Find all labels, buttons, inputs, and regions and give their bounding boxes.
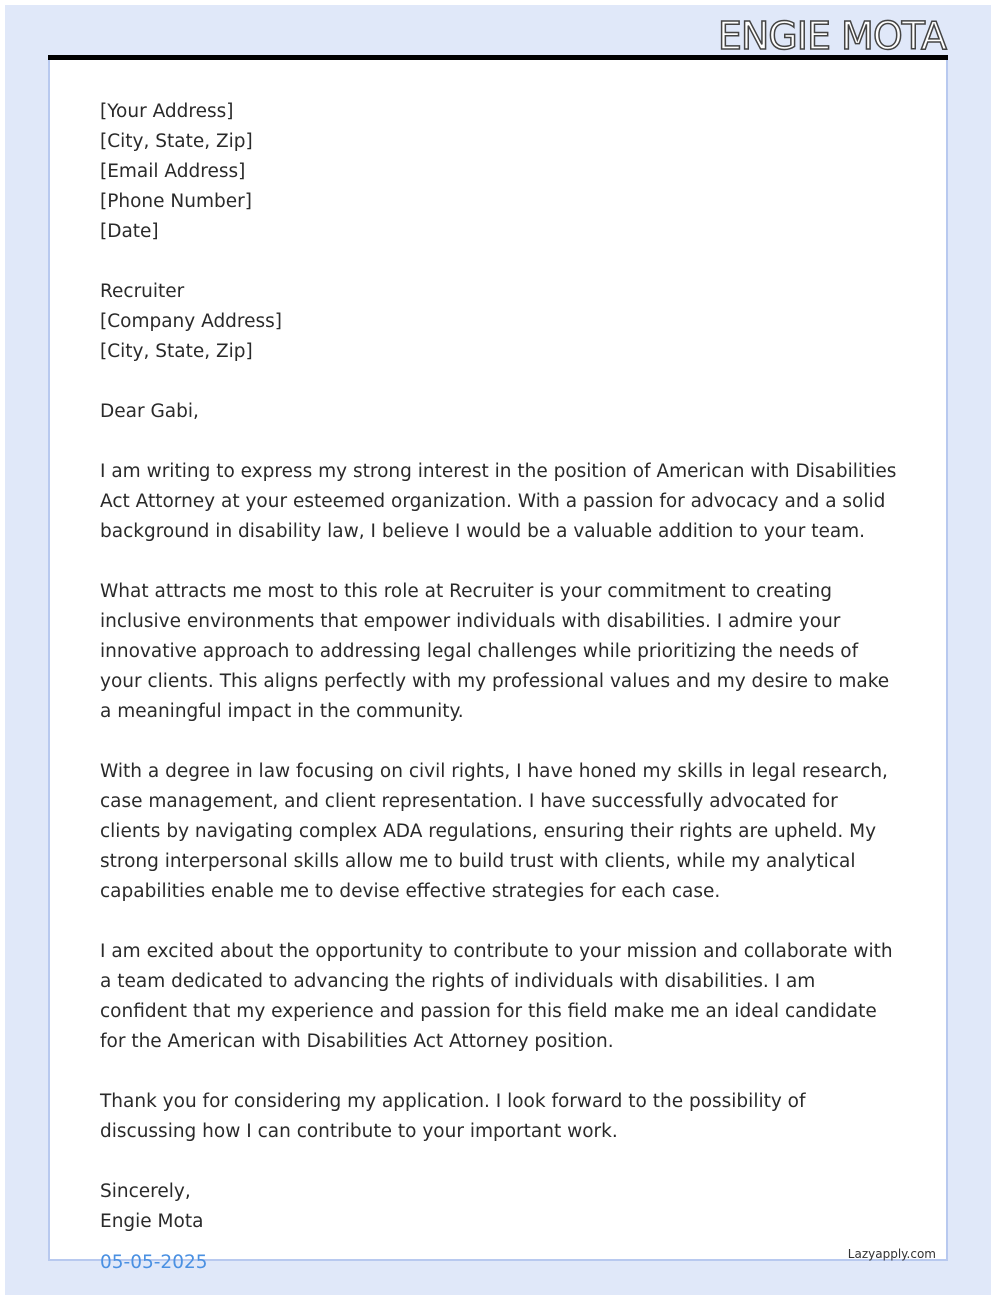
- sender-address: [Your Address]: [100, 101, 234, 122]
- body-paragraph: Thank you for considering my application. I look forward to the possibility of discussing how I can contribute to your important work.: [100, 1091, 806, 1142]
- recipient-name: Recruiter: [100, 281, 185, 302]
- recipient-company-address: [Company Address]: [100, 311, 283, 332]
- sender-phone: [Phone Number]: [100, 191, 252, 212]
- body-paragraph: What attracts me most to this role at Recruiter is your commitment to creating inclusive environments that empower individuals with disabilities. I admire your innovative approach to addressing legal challenges while prioritizing the needs of your clients. This aligns perfectly with my professional values and my desire to make a meaningful impact in the community.: [100, 581, 890, 722]
- body-paragraph: With a degree in law focusing on civil rights, I have honed my skills in legal research, case management, and client representation. I have successfully advocated for clients by navigating complex ADA regulations, ensuring their rights are upheld. My strong interpersonal skills allow me to build trust with clients, while my analytical capabilities enable me to devise effective strategies for each case.: [100, 761, 888, 902]
- author-name-heading: ENGIE MOTA: [717, 14, 946, 58]
- recipient-city-state-zip: [City, State, Zip]: [100, 341, 253, 362]
- sender-city-state-zip: [City, State, Zip]: [100, 131, 253, 152]
- footer-date: 05-05-2025: [100, 1252, 208, 1273]
- body-paragraph: I am excited about the opportunity to contribute to your mission and collaborate with a team dedicated to advancing the rights of individuals with disabilities. I am confident that my experience and passion for this field make me an ideal candidate for the American with Disabilities Act Attorney position.: [100, 941, 893, 1052]
- watermark: Lazyapply.com: [847, 1247, 936, 1261]
- salutation: Dear Gabi,: [100, 401, 199, 422]
- recipient-block: [100, 277, 900, 367]
- sender-email: [Email Address]: [100, 161, 246, 182]
- signature: Engie Mota: [100, 1211, 204, 1232]
- body-paragraph: I am writing to express my strong interest in the position of American with Disabilities Act Attorney at your esteemed organization. With a passion for advocacy and a solid background in disability law, I believe I would be a valuable addition to your team.: [100, 461, 897, 542]
- sender-date: [Date]: [100, 221, 159, 242]
- closing: Sincerely,: [100, 1181, 191, 1202]
- letter-body: [100, 97, 900, 1237]
- sender-block: [100, 97, 900, 247]
